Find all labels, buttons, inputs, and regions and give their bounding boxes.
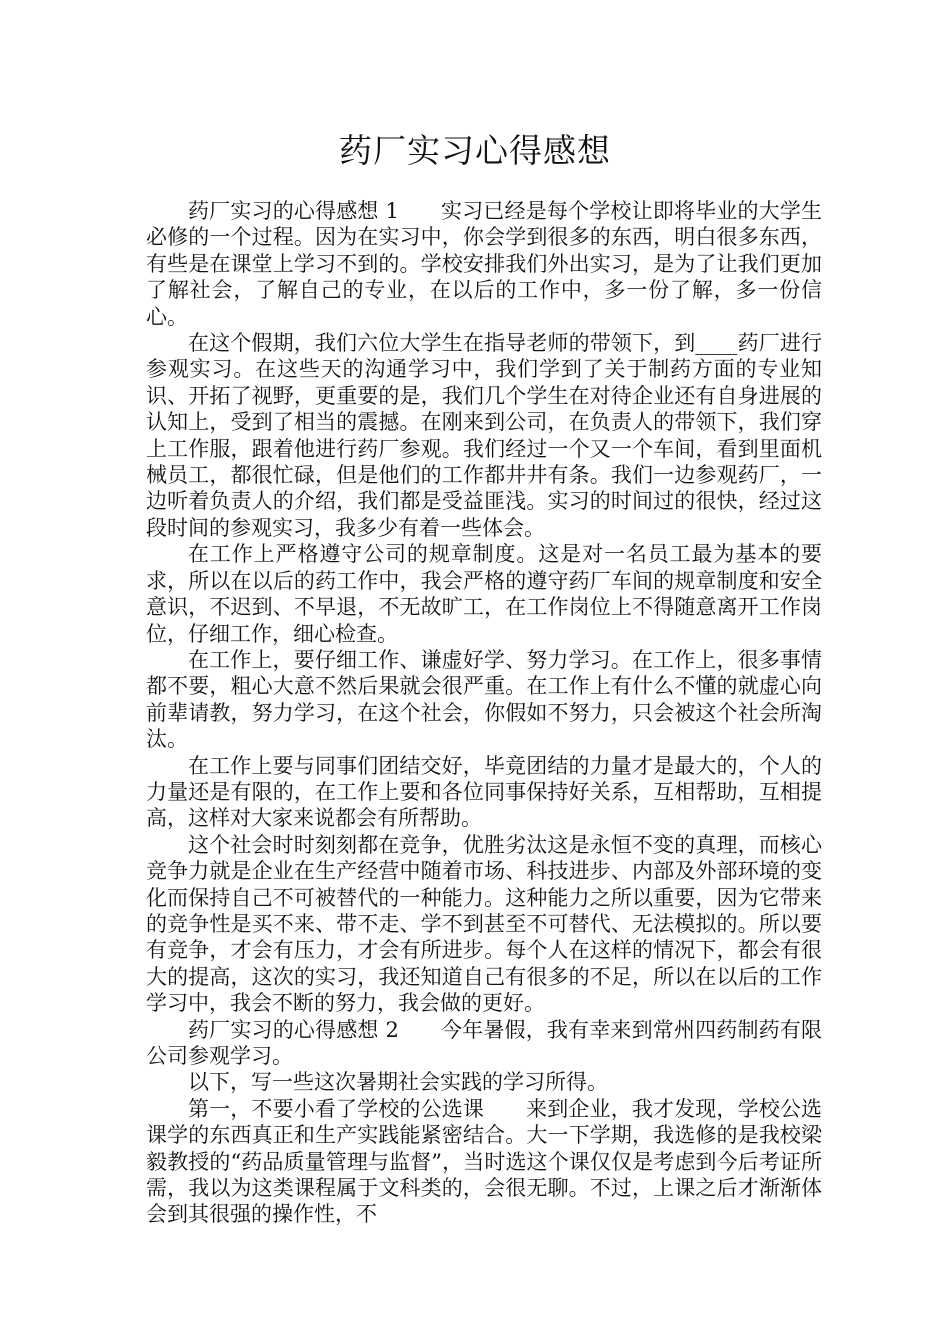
paragraph-1 xyxy=(146,198,822,330)
paragraph-heading: 第一，不要小看了学校的公选课 xyxy=(188,1096,484,1121)
paragraph-2 xyxy=(146,330,822,541)
paragraph-3 xyxy=(146,541,822,647)
paragraph-text: 今年暑假，我有幸来到常州四药制药有限公司参观学习。 xyxy=(146,1017,822,1068)
paragraph-text: 来到企业，我才发现，学校公选课学的东西真正和生产实践能紧密结合。大一下学期，我选修的是我校梁毅教授的“药品质量管理与监督”，当时选这个课仅仅是考虑到今后考证所需，我以为这类课程属于文科类的，会很无聊。不过，上课之后才渐渐体会到其很强的操作性，不 xyxy=(146,1096,822,1227)
paragraph-4 xyxy=(146,647,822,753)
paragraph-5 xyxy=(146,753,822,832)
paragraph-text: 在这个假期，我们六位大学生在指导老师的带领下，到____药厂进行参观实习。在这些天的沟通学习中，我们学到了关于制药方面的专业知识、开拓了视野，更重要的是，我们几个学生在对待企业还有自身进展的认知上，受到了相当的震撼。在刚来到公司，在负责人的带领下，我们穿上工作服，跟着他进行药厂参观。我们经过一个又一个车间，看到里面机械员工，都很忙碌，但是他们的工作都井井有条。我们一边参观药厂，一边听着负责人的介绍，我们都是受益匪浅。实习的时间过的很快，经过这段时间的参观实习，我多少有着一些体会。 xyxy=(146,331,822,540)
paragraph-7 xyxy=(146,1017,822,1070)
paragraph-text: 在工作上要与同事们团结交好，毕竟团结的力量才是最大的，个人的力量还是有限的，在工作上要和各位同事保持好关系，互相帮助，互相提高，这样对大家来说都会有所帮助。 xyxy=(146,753,822,831)
paragraph-text: 在工作上，要仔细工作、谦虚好学、努力学习。在工作上，很多事情都不要，粗心大意不然后果就会很严重。在工作上有什么不懂的就虚心向前辈请教，努力学习，在这个社会，你假如不努力，只会被这个社会所淘汰。 xyxy=(146,647,822,752)
paragraph-text: 以下，写一些这次暑期社会实践的学习所得。 xyxy=(188,1070,608,1095)
paragraph-text: 在工作上严格遵守公司的规章制度。这是对一名员工最为基本的要求，所以在以后的药工作中，我会严格的遵守药厂车间的规章制度和安全意识，不迟到、不早退，不无故旷工，在工作岗位上不得随意离开工作岗位，仔细工作，细心检查。 xyxy=(146,542,822,646)
paragraph-9 xyxy=(146,1096,822,1228)
paragraph-heading: 药厂实习的心得感想 2 xyxy=(188,1017,399,1042)
paragraph-text: 实习已经是每个学校让即将毕业的大学生必修的一个过程。因为在实习中，你会学到很多的东西，明白很多东西，有些是在课堂上学习不到的。学校安排我们外出实习，是为了让我们更加了解社会，了解自己的专业，在以后的工作中，多一份了解，多一份信心。 xyxy=(146,199,822,329)
document-title: 药厂实习心得感想 xyxy=(339,131,611,170)
paragraph-8 xyxy=(146,1069,822,1095)
document-body xyxy=(146,198,822,1228)
paragraph-heading: 药厂实习的心得感想 1 xyxy=(188,199,399,223)
paragraph-6 xyxy=(146,832,822,1017)
paragraph-text: 这个社会时时刻刻都在竞争，优胜劣汰这是永恒不变的真理，而核心竞争力就是企业在生产经营中随着市场、科技进步、内部及外部环境的变化而保持自己不可被替代的一种能力。这种能力之所以重要，因为它带来的竞争性是买不来、带不走、学不到甚至不可替代、无法模拟的。所以要有竞争，才会有压力，才会有所进步。每个人在这样的情况下，都会有很大的提高，这次的实习，我还知道自己有很多的不足，所以在以后的工作学习中，我会不断的努力，我会做的更好。 xyxy=(146,832,822,1016)
